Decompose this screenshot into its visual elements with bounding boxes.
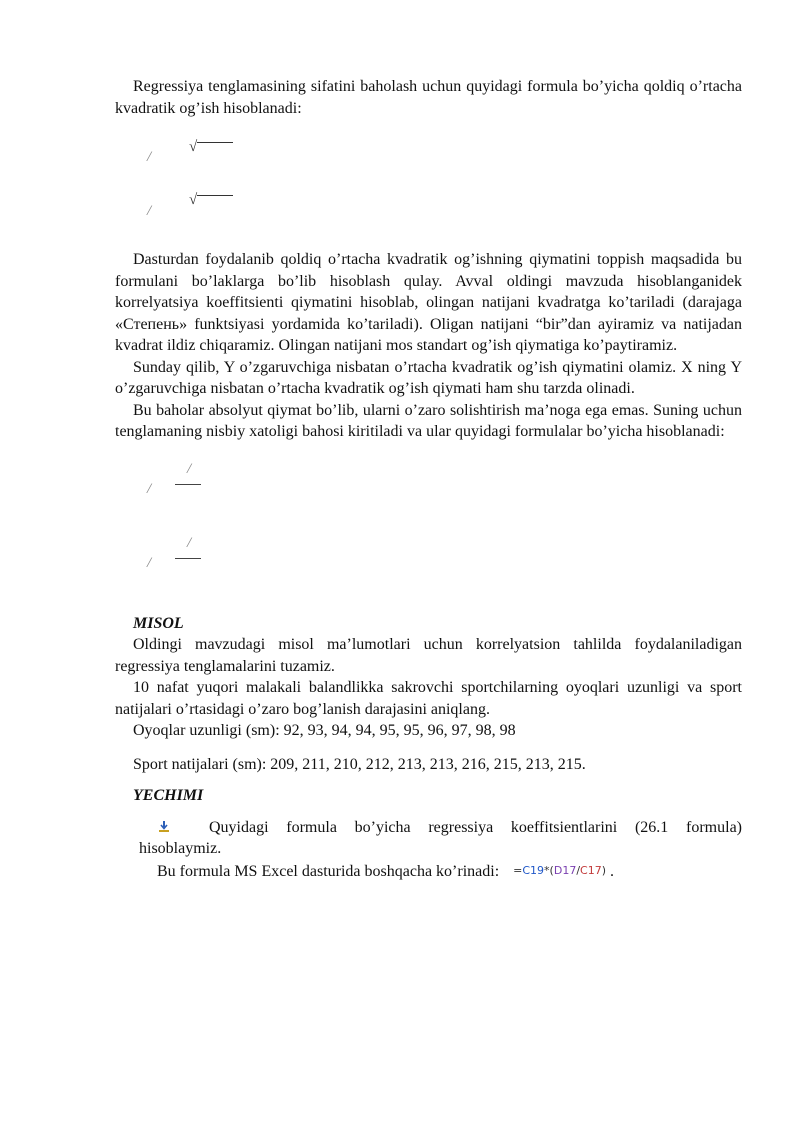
paragraph-computation-steps: Dasturdan foydalanib qoldiq o’rtacha kvadratik og’ishning qiymatini toppish maqsadida bu formulani bo’laklarga bo’lib hisoblash qulay. Avval oldingi mavzuda hisoblanganidek korrelyatsiya koeffitsienti qiymatini hisoblab, olingan natijani kvadratga ko’tariladi (darajaga «Степень» funktsiyasi yordamida ko’tariladi). Oligan natijani “bir”dan ayiramiz va natijadan kvadrat ildiz chiqaramiz. Olingan natijani mos standart og’ish qiymatiga ko’paytiramiz.: [115, 251, 742, 354]
excel-formula: [513, 864, 606, 877]
excel-eq: =: [513, 863, 523, 877]
excel-op-close: ): [601, 863, 607, 877]
excel-op-multiply: *(: [544, 863, 554, 877]
excel-intro-text: Bu formula MS Excel dasturida boshqacha ko’rinadi:: [157, 862, 500, 880]
paragraph-sport-results: Sport natijalari (sm): 209, 211, 210, 212, 213, 213, 216, 215, 213, 215.: [133, 755, 586, 773]
paragraph-task: 10 nafat yuqori malakali balandlikka sakrovchi sportchilarning oyoqlari uzunligi va sport natijalari o’rtasidagi o’zaro bog’lanish darajasini aniqlang.: [115, 679, 742, 718]
formula-slash-glyph: /: [187, 460, 192, 477]
formula-slash-glyph: /: [187, 534, 192, 551]
download-arrow-icon: [157, 819, 171, 833]
formula-residual-std-block: [115, 119, 742, 249]
formula-slash-glyph: /: [147, 149, 152, 165]
paragraph-relative-error: Bu baholar absolyut qiymat bo’lib, ularni o’zaro solishtirish ma’noga ega emas. Suning uchun tenglamaning nisbiy xatoligi bahosi kiritiladi va ular quyidagi formulalar bo’yicha hisoblanadi:: [115, 401, 742, 440]
formula-slash-glyph: /: [147, 203, 152, 219]
sqrt-vinculum: [197, 195, 233, 196]
paragraph-leg-lengths: Oyoqlar uzunligi (sm): 92, 93, 94, 94, 95, 95, 96, 97, 98, 98: [133, 722, 516, 739]
fraction-line: [175, 484, 201, 485]
bullet-paragraph-regression-coeffs: [115, 817, 742, 860]
misol-heading: MISOL: [133, 614, 184, 632]
formula-slash-glyph: /: [147, 480, 152, 497]
excel-ref-d17: D17: [553, 863, 577, 877]
fraction-line: [175, 558, 201, 559]
excel-op-divide: /: [576, 863, 581, 877]
sqrt-icon: √: [189, 192, 198, 208]
sqrt-vinculum: [197, 142, 233, 143]
document-page: [115, 76, 742, 882]
formula-slash-glyph: /: [147, 554, 152, 571]
formula-relative-error-block: [115, 443, 742, 613]
paragraph-regression-coeffs: Quyidagi formula bo’yicha regressiya koeffitsientlarini (26.1 formula) hisoblaymiz.: [139, 818, 742, 857]
excel-end-period: .: [610, 862, 615, 880]
yechimi-heading: YECHIMI: [133, 787, 204, 804]
paragraph-regression-quality: Regressiya tenglamasining sifatini baholash uchun quyidagi formula bo’yicha qoldiq o’rtacha kvadratik og’ish hisoblanadi:: [115, 78, 742, 117]
paragraph-excel-formula: [115, 860, 742, 883]
sqrt-icon: √: [189, 139, 198, 155]
paragraph-y-variable: Sunday qilib, Y o’zgaruvchiga nisbatan o’rtacha kvadratik og’ish qiymatini olamiz. X ning Y o’zgaruvchiga nisbatan o’rtacha kvadratik og’ish qiymati ham shu tarzda olinadi.: [115, 358, 742, 397]
excel-ref-c17: C17: [580, 863, 602, 877]
paragraph-misol-intro: Oldingi mavzudagi misol ma’lumotlari uchun korrelyatsion tahlilda foydalaniladigan regressiya tenglamalarini tuzamiz.: [115, 636, 742, 675]
excel-ref-c19: C19: [522, 863, 545, 877]
